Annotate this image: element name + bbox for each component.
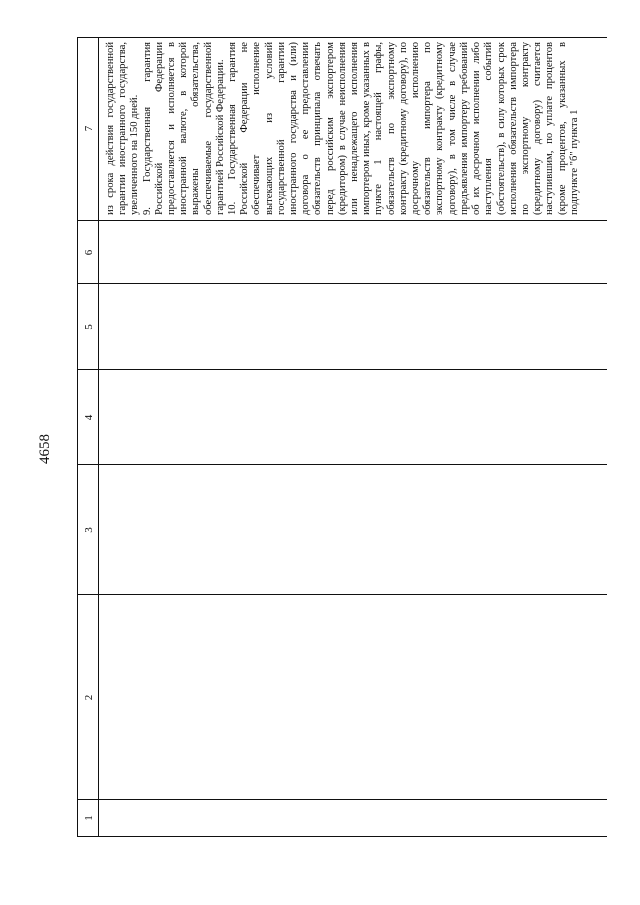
column-header-6: 6 xyxy=(83,249,95,256)
document-table xyxy=(77,37,607,837)
column-divider xyxy=(78,369,100,370)
column-divider xyxy=(99,799,607,800)
table-body-row xyxy=(99,37,607,837)
column-7-cell-text xyxy=(105,42,581,215)
paragraph-item-9: 9. Государственная гарантия Российской Федерации предоставляется и исполняется в иностранной валюте, в которой выражены обязательства, обеспечиваемые государственной гарантией Российской Федерации. xyxy=(141,42,226,215)
column-header-7: 7 xyxy=(83,125,95,132)
column-header-4: 4 xyxy=(83,414,95,421)
column-divider xyxy=(78,220,100,221)
paragraph-item-10: 10. Государственная гарантия Российской Федерации не обеспечивает исполнение вытекающих из условий государственной гарантии иностранного государства и (или) договора о ее предоставлении обязательств принципала отвечать перед российским экспортером (кредитором) в случае неисполнения или ненадлежащего исполнения импортером иных, кроме указанных в пункте 1 настоящей графы, обязательств по экспортному контракту (кредитному договору), по досрочному исполнению обязательств импортера по экспортному контракту (кредитному договору), в том числе в случае предъявления импортеру требований об их досрочном исполнении либо наступления событий (обстоятельств), в силу которых срок исполнения обязательств импортера по экспортному контракту (кредитному договору) считается наступившим, по уплате процентов (кроме процентов, указанных в подпункте "б" пункта 1 xyxy=(227,42,580,215)
column-divider xyxy=(99,283,607,284)
column-header-3: 3 xyxy=(83,527,95,533)
column-divider xyxy=(99,594,607,595)
column-divider xyxy=(78,464,100,465)
table-header-row xyxy=(77,37,99,837)
column-divider xyxy=(99,464,607,465)
column-header-1: 1 xyxy=(83,815,95,821)
column-divider xyxy=(78,283,100,284)
paragraph-continuation: из срока действия государственной гарантии иностранного государства, увеличенного на 150 дней. xyxy=(105,42,141,215)
page-number: 4658 xyxy=(37,434,53,464)
column-divider xyxy=(78,594,100,595)
column-header-2: 2 xyxy=(83,694,95,701)
column-divider xyxy=(78,799,100,800)
column-divider xyxy=(99,369,607,370)
column-header-5: 5 xyxy=(83,324,95,330)
column-divider xyxy=(99,220,607,221)
